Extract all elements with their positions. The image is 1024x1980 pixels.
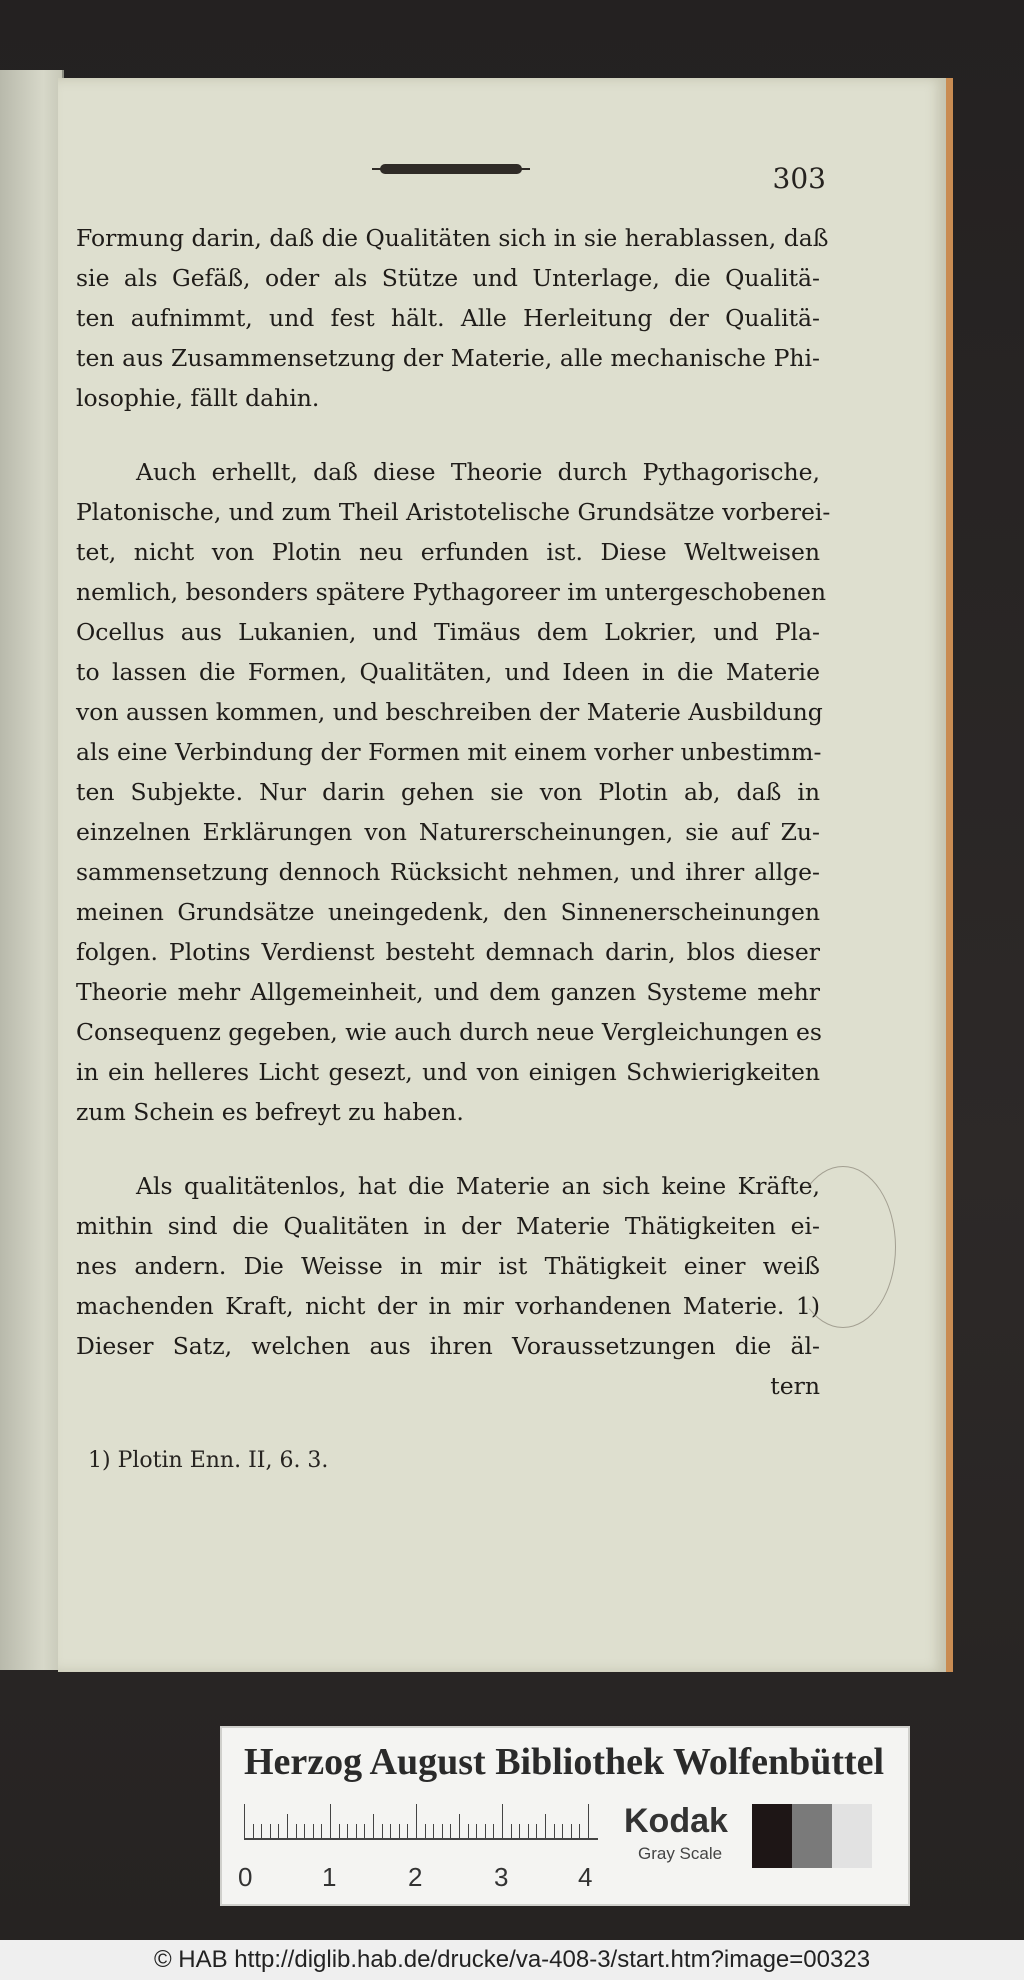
ruler-number: 3 bbox=[494, 1862, 509, 1892]
text-line: ten Subjekte. Nur darin gehen sie von Plotin ab, daß in bbox=[76, 778, 820, 806]
ruler-tick bbox=[364, 1824, 365, 1838]
margin-pencil-mark bbox=[790, 1166, 896, 1328]
gray-swatch-light bbox=[832, 1804, 872, 1868]
gray-scale-label: Gray Scale bbox=[638, 1844, 723, 1863]
text-line: tet, nicht von Plotin neu erfunden ist. Diese Weltweisen bbox=[76, 538, 820, 566]
ruler-tick bbox=[287, 1814, 288, 1838]
ruler-tick bbox=[382, 1824, 383, 1838]
page-number: 303 bbox=[772, 162, 826, 195]
ruler-tick bbox=[270, 1824, 271, 1838]
ruler-tick bbox=[244, 1804, 245, 1838]
gray-swatch-mid bbox=[792, 1804, 832, 1868]
paragraph-3 bbox=[76, 1166, 820, 1366]
ruler-tick bbox=[330, 1804, 331, 1838]
text-line: in ein helleres Licht gesezt, und von einigen Schwierigkeiten bbox=[76, 1058, 820, 1086]
ruler-tick bbox=[296, 1824, 297, 1838]
text-line: sammensetzung dennoch Rücksicht nehmen, und ihrer allge- bbox=[76, 858, 820, 886]
ruler-tick bbox=[588, 1804, 589, 1838]
ruler-tick bbox=[433, 1824, 434, 1838]
catchword: tern bbox=[770, 1372, 820, 1400]
ruler-tick bbox=[347, 1824, 348, 1838]
text-line: nes andern. Die Weisse in mir ist Thätigkeit einer weiß bbox=[76, 1252, 820, 1280]
ruler-tick bbox=[399, 1824, 400, 1838]
text-line: ten aufnimmt, und fest hält. Alle Herleitung der Qualitä- bbox=[76, 304, 820, 332]
ruler-tick bbox=[579, 1824, 580, 1838]
text-line: folgen. Plotins Verdienst besteht demnach darin, blos dieser bbox=[76, 938, 820, 966]
ruler-tick bbox=[493, 1824, 494, 1838]
text-line: Als qualitätenlos, hat die Materie an sich keine Kräfte, bbox=[136, 1172, 820, 1200]
ruler-number: 0 bbox=[238, 1862, 253, 1892]
ruler-number: 1 bbox=[322, 1862, 337, 1892]
ruler-tick bbox=[459, 1814, 460, 1838]
text-line: Ocellus aus Lukanien, und Timäus dem Lokrier, und Pla- bbox=[76, 618, 820, 646]
ruler-tick bbox=[373, 1814, 374, 1838]
text-line: meinen Grundsätze uneingedenk, den Sinnenerscheinungen bbox=[76, 898, 820, 926]
ruler-tick bbox=[519, 1824, 520, 1838]
ruler-tick bbox=[545, 1814, 546, 1838]
ruler-tick bbox=[511, 1824, 512, 1838]
text-line: to lassen die Formen, Qualitäten, und Ideen in die Materie bbox=[76, 658, 820, 686]
ruler-tick bbox=[562, 1824, 563, 1838]
header-rule-ornament bbox=[380, 164, 522, 174]
ruler-tick bbox=[253, 1824, 254, 1838]
text-line: sie als Gefäß, oder als Stütze und Unterlage, die Qualitä- bbox=[76, 264, 820, 292]
ruler-tick bbox=[407, 1824, 408, 1838]
ruler-tick bbox=[536, 1824, 537, 1838]
text-line: Theorie mehr Allgemeinheit, und dem ganzen Systeme mehr bbox=[76, 978, 820, 1006]
ruler-tick bbox=[528, 1824, 529, 1838]
ruler bbox=[244, 1804, 598, 1850]
ruler-numbers bbox=[238, 1862, 618, 1890]
book-page bbox=[58, 78, 953, 1672]
ruler-tick bbox=[313, 1824, 314, 1838]
ruler-tick bbox=[502, 1804, 503, 1838]
ruler-tick bbox=[476, 1824, 477, 1838]
ruler-tick bbox=[442, 1824, 443, 1838]
ruler-tick bbox=[356, 1824, 357, 1838]
text-line: Platonische, und zum Theil Aristotelische Grundsätze vorberei- bbox=[76, 498, 831, 526]
ruler-tick bbox=[278, 1824, 279, 1838]
text-line: machenden Kraft, nicht der in mir vorhandenen Materie. 1) bbox=[76, 1292, 820, 1320]
ruler-tick bbox=[390, 1824, 391, 1838]
text-line: von aussen kommen, und beschreiben der Materie Ausbildung bbox=[76, 698, 823, 726]
text-line: einzelnen Erklärungen von Naturerscheinungen, sie auf Zu- bbox=[76, 818, 820, 846]
ruler-tick bbox=[571, 1824, 572, 1838]
ruler-tick bbox=[304, 1824, 305, 1838]
ruler-tick bbox=[321, 1824, 322, 1838]
paragraph-2 bbox=[76, 452, 831, 1132]
page-body-text bbox=[76, 218, 831, 1406]
ruler-tick bbox=[261, 1824, 262, 1838]
ruler-tick bbox=[425, 1824, 426, 1838]
kodak-logo: Kodak bbox=[624, 1802, 728, 1840]
text-line: losophie, fällt dahin. bbox=[76, 384, 320, 412]
ruler-number: 4 bbox=[578, 1862, 593, 1892]
footer-credit: © HAB http://diglib.hab.de/drucke/va-408-3/start.htm?image=00323 bbox=[0, 1940, 1024, 1980]
card-title: Herzog August Bibliothek Wolfenbüttel bbox=[244, 1741, 885, 1783]
facing-page-edge bbox=[0, 70, 64, 1670]
text-line: ten aus Zusammensetzung der Materie, alle mechanische Phi- bbox=[76, 344, 820, 372]
ruler-tick bbox=[468, 1824, 469, 1838]
ruler-number: 2 bbox=[408, 1862, 423, 1892]
text-line: Auch erhellt, daß diese Theorie durch Pythagorische, bbox=[136, 458, 820, 486]
ruler-tick bbox=[554, 1824, 555, 1838]
text-line: als eine Verbindung der Formen mit einem vorher unbestimm- bbox=[76, 738, 822, 766]
ruler-tick bbox=[416, 1804, 417, 1838]
ruler-tick bbox=[450, 1824, 451, 1838]
text-line: Formung darin, daß die Qualitäten sich in sie herablassen, daß bbox=[76, 224, 829, 252]
gray-swatch-black bbox=[752, 1804, 792, 1868]
text-line: Consequenz gegeben, wie auch durch neue Vergleichungen es bbox=[76, 1018, 822, 1046]
text-line: mithin sind die Qualitäten in der Materie Thätigkeiten ei- bbox=[76, 1212, 820, 1240]
ruler-tick bbox=[339, 1824, 340, 1838]
text-line: Dieser Satz, welchen aus ihren Voraussetzungen die äl- bbox=[76, 1332, 820, 1360]
ruler-tick bbox=[485, 1824, 486, 1838]
paragraph-1 bbox=[76, 218, 829, 418]
text-line: zum Schein es befreyt zu haben. bbox=[76, 1098, 464, 1126]
text-line: nemlich, besonders spätere Pythagoreer im untergeschobenen bbox=[76, 578, 827, 606]
footnote: 1) Plotin Enn. II, 6. 3. bbox=[88, 1448, 329, 1473]
color-card bbox=[220, 1726, 910, 1906]
